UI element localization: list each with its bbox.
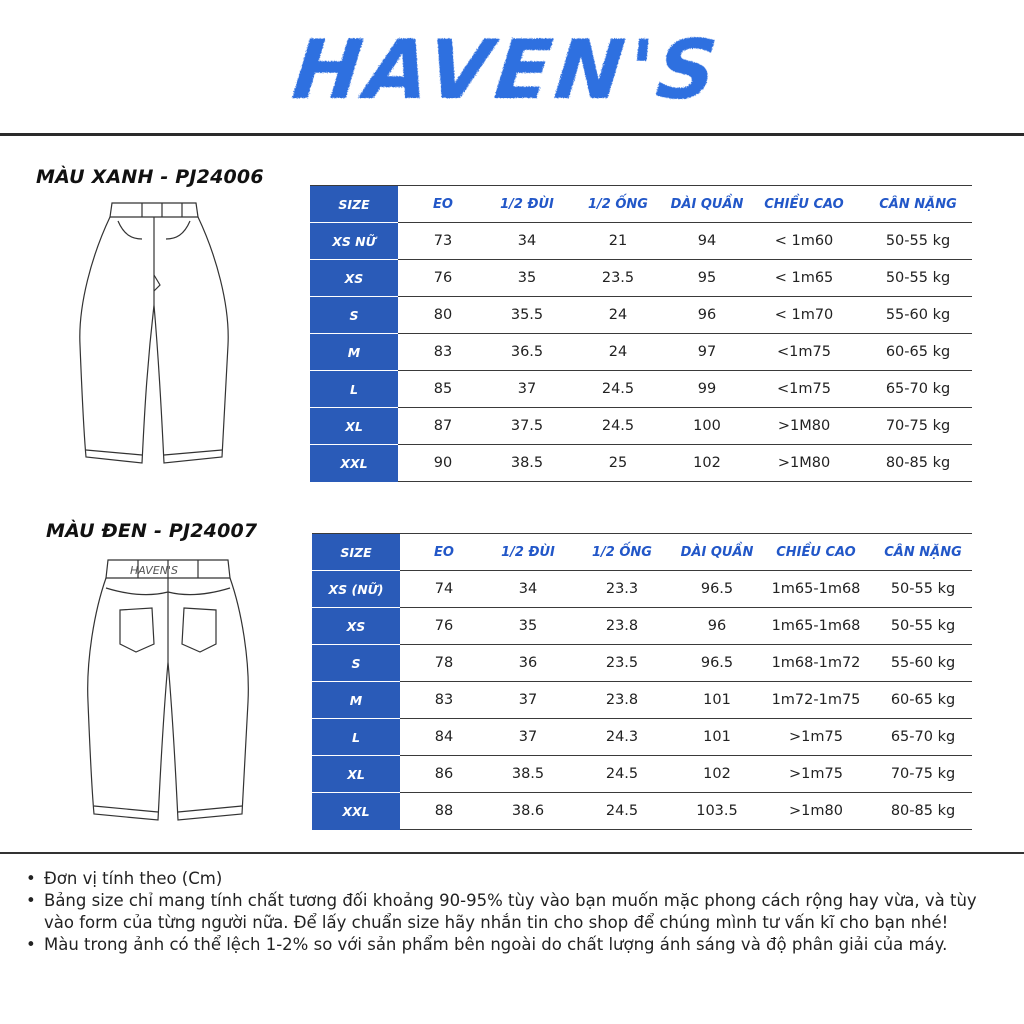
header-leg-opening: 1/2 ỐNG	[566, 186, 670, 223]
header-thigh: 1/2 ĐÙI	[488, 534, 568, 571]
cell: 84	[400, 719, 488, 756]
table-row	[312, 756, 972, 793]
brand-logo-wordmark	[288, 20, 726, 118]
cell: 55-60 kg	[874, 645, 972, 682]
cell: 1m65-1m68	[758, 571, 874, 608]
cell: 60-65 kg	[864, 334, 972, 371]
cell: 97	[670, 334, 744, 371]
cell: 1m65-1m68	[758, 608, 874, 645]
header-eo: EO	[398, 186, 488, 223]
cell: 24.5	[566, 371, 670, 408]
cell: 55-60 kg	[864, 297, 972, 334]
cell: 37	[488, 371, 566, 408]
header-weight: CÂN NẶNG	[874, 534, 972, 571]
cell: 24	[566, 334, 670, 371]
cell: 102	[676, 756, 758, 793]
cell-size: XS NỮ	[310, 223, 398, 260]
cell: 101	[676, 682, 758, 719]
cell-size: XXL	[312, 793, 400, 830]
cell-size: L	[310, 371, 398, 408]
cell-size: M	[310, 334, 398, 371]
cell: 24.3	[568, 719, 676, 756]
cell: 24.5	[566, 408, 670, 445]
cell: 65-70 kg	[874, 719, 972, 756]
cell: >1M80	[744, 445, 864, 482]
cell: 50-55 kg	[864, 223, 972, 260]
cell: 80-85 kg	[864, 445, 972, 482]
cell: 78	[400, 645, 488, 682]
cell-size: S	[310, 297, 398, 334]
cell: 74	[400, 571, 488, 608]
cell-size: XS (NỮ)	[312, 571, 400, 608]
cell: 60-65 kg	[874, 682, 972, 719]
cell: 70-75 kg	[864, 408, 972, 445]
notes-list	[26, 868, 986, 956]
cell: 103.5	[676, 793, 758, 830]
table-row	[310, 371, 972, 408]
header-height: CHIỀU CAO	[744, 186, 864, 223]
cell: 24	[566, 297, 670, 334]
cell: 21	[566, 223, 670, 260]
cell: 24.5	[568, 756, 676, 793]
cell: 96	[670, 297, 744, 334]
cell: 86	[400, 756, 488, 793]
cell: 88	[400, 793, 488, 830]
cell: 50-55 kg	[864, 260, 972, 297]
section-title-blue: MÀU XANH - PJ24006	[36, 166, 264, 188]
cell: 37	[488, 682, 568, 719]
size-table-black	[312, 533, 972, 830]
cell-size: L	[312, 719, 400, 756]
table-row	[310, 223, 972, 260]
cell: 76	[400, 608, 488, 645]
cell: 99	[670, 371, 744, 408]
cell: 34	[488, 223, 566, 260]
header-size: SIZE	[310, 186, 398, 223]
cell: 35	[488, 260, 566, 297]
note-unit: • Đơn vị tính theo (Cm)	[26, 868, 986, 890]
cell: 96.5	[676, 645, 758, 682]
table-row	[310, 408, 972, 445]
cell: < 1m60	[744, 223, 864, 260]
cell: 23.8	[568, 608, 676, 645]
cell: 96	[676, 608, 758, 645]
table-row	[312, 608, 972, 645]
cell: <1m75	[744, 334, 864, 371]
table-row	[310, 445, 972, 482]
header-row	[312, 534, 972, 571]
table-row	[310, 334, 972, 371]
cell: 50-55 kg	[874, 608, 972, 645]
table-row	[312, 719, 972, 756]
cell: >1m75	[758, 756, 874, 793]
cell: 38.5	[488, 756, 568, 793]
cell: >1M80	[744, 408, 864, 445]
cell: 1m72-1m75	[758, 682, 874, 719]
cell: 38.5	[488, 445, 566, 482]
cell: 100	[670, 408, 744, 445]
svg-text:HAVEN'S: HAVEN'S	[130, 564, 178, 577]
cell: <1m75	[744, 371, 864, 408]
cell-size: M	[312, 682, 400, 719]
brand-logo	[0, 18, 1024, 118]
cell: >1m80	[758, 793, 874, 830]
header-height: CHIỀU CAO	[758, 534, 874, 571]
header-length: DÀI QUẦN	[676, 534, 758, 571]
cell: 85	[398, 371, 488, 408]
cell: 37	[488, 719, 568, 756]
cell: 83	[398, 334, 488, 371]
cell: 96.5	[676, 571, 758, 608]
svg-text:HAVEN'S: HAVEN'S	[288, 23, 726, 118]
cell-size: S	[312, 645, 400, 682]
cell: 23.8	[568, 682, 676, 719]
header-divider	[0, 133, 1024, 136]
table-row	[312, 645, 972, 682]
cell-size: XXL	[310, 445, 398, 482]
header-length: DÀI QUẦN	[670, 186, 744, 223]
table-row	[310, 260, 972, 297]
cell: >1m75	[758, 719, 874, 756]
cell-size: XL	[310, 408, 398, 445]
header-weight: CÂN NẶNG	[864, 186, 972, 223]
cell: 50-55 kg	[874, 571, 972, 608]
cell: 23.5	[566, 260, 670, 297]
cell: 80-85 kg	[874, 793, 972, 830]
cell-size: XL	[312, 756, 400, 793]
table-row	[312, 571, 972, 608]
cell: 38.6	[488, 793, 568, 830]
cell: 1m68-1m72	[758, 645, 874, 682]
cell-size: XS	[310, 260, 398, 297]
header-leg-opening: 1/2 ỐNG	[568, 534, 676, 571]
cell: 80	[398, 297, 488, 334]
cell: 65-70 kg	[864, 371, 972, 408]
cell: 25	[566, 445, 670, 482]
header-thigh: 1/2 ĐÙI	[488, 186, 566, 223]
cell: 94	[670, 223, 744, 260]
size-table-blue	[310, 185, 972, 482]
cell: 76	[398, 260, 488, 297]
cell: 83	[400, 682, 488, 719]
note-fit: • Bảng size chỉ mang tính chất tương đối khoảng 90-95% tùy vào bạn muốn mặc phong cách rộng hay vừa, và tùy vào form của từng người nữa. Để lấy chuẩn size hãy nhắn tin cho shop để chúng mình tư vấn kĩ cho bạn nhé!	[26, 890, 986, 934]
cell: < 1m65	[744, 260, 864, 297]
cell: 90	[398, 445, 488, 482]
cell: 101	[676, 719, 758, 756]
note-color: • Màu trong ảnh có thể lệch 1-2% so với sản phẩm bên ngoài do chất lượng ánh sáng và độ phân giải của máy.	[26, 934, 986, 956]
cell: 35.5	[488, 297, 566, 334]
header-eo: EO	[400, 534, 488, 571]
cell: 70-75 kg	[874, 756, 972, 793]
header-row	[310, 186, 972, 223]
pants-blue-sketch-icon	[72, 195, 234, 475]
cell: < 1m70	[744, 297, 864, 334]
cell: 23.3	[568, 571, 676, 608]
cell: 87	[398, 408, 488, 445]
header-size: SIZE	[312, 534, 400, 571]
table-row	[310, 297, 972, 334]
cell: 102	[670, 445, 744, 482]
cell: 36	[488, 645, 568, 682]
notes-divider	[0, 852, 1024, 854]
cell: 23.5	[568, 645, 676, 682]
cell: 37.5	[488, 408, 566, 445]
cell: 35	[488, 608, 568, 645]
cell-size: XS	[312, 608, 400, 645]
cell: 36.5	[488, 334, 566, 371]
section-title-black: MÀU ĐEN - PJ24007	[46, 520, 258, 542]
cell: 95	[670, 260, 744, 297]
table-row	[312, 682, 972, 719]
cell: 34	[488, 571, 568, 608]
pants-black-sketch-icon	[82, 552, 254, 832]
table-row	[312, 793, 972, 830]
cell: 24.5	[568, 793, 676, 830]
cell: 73	[398, 223, 488, 260]
